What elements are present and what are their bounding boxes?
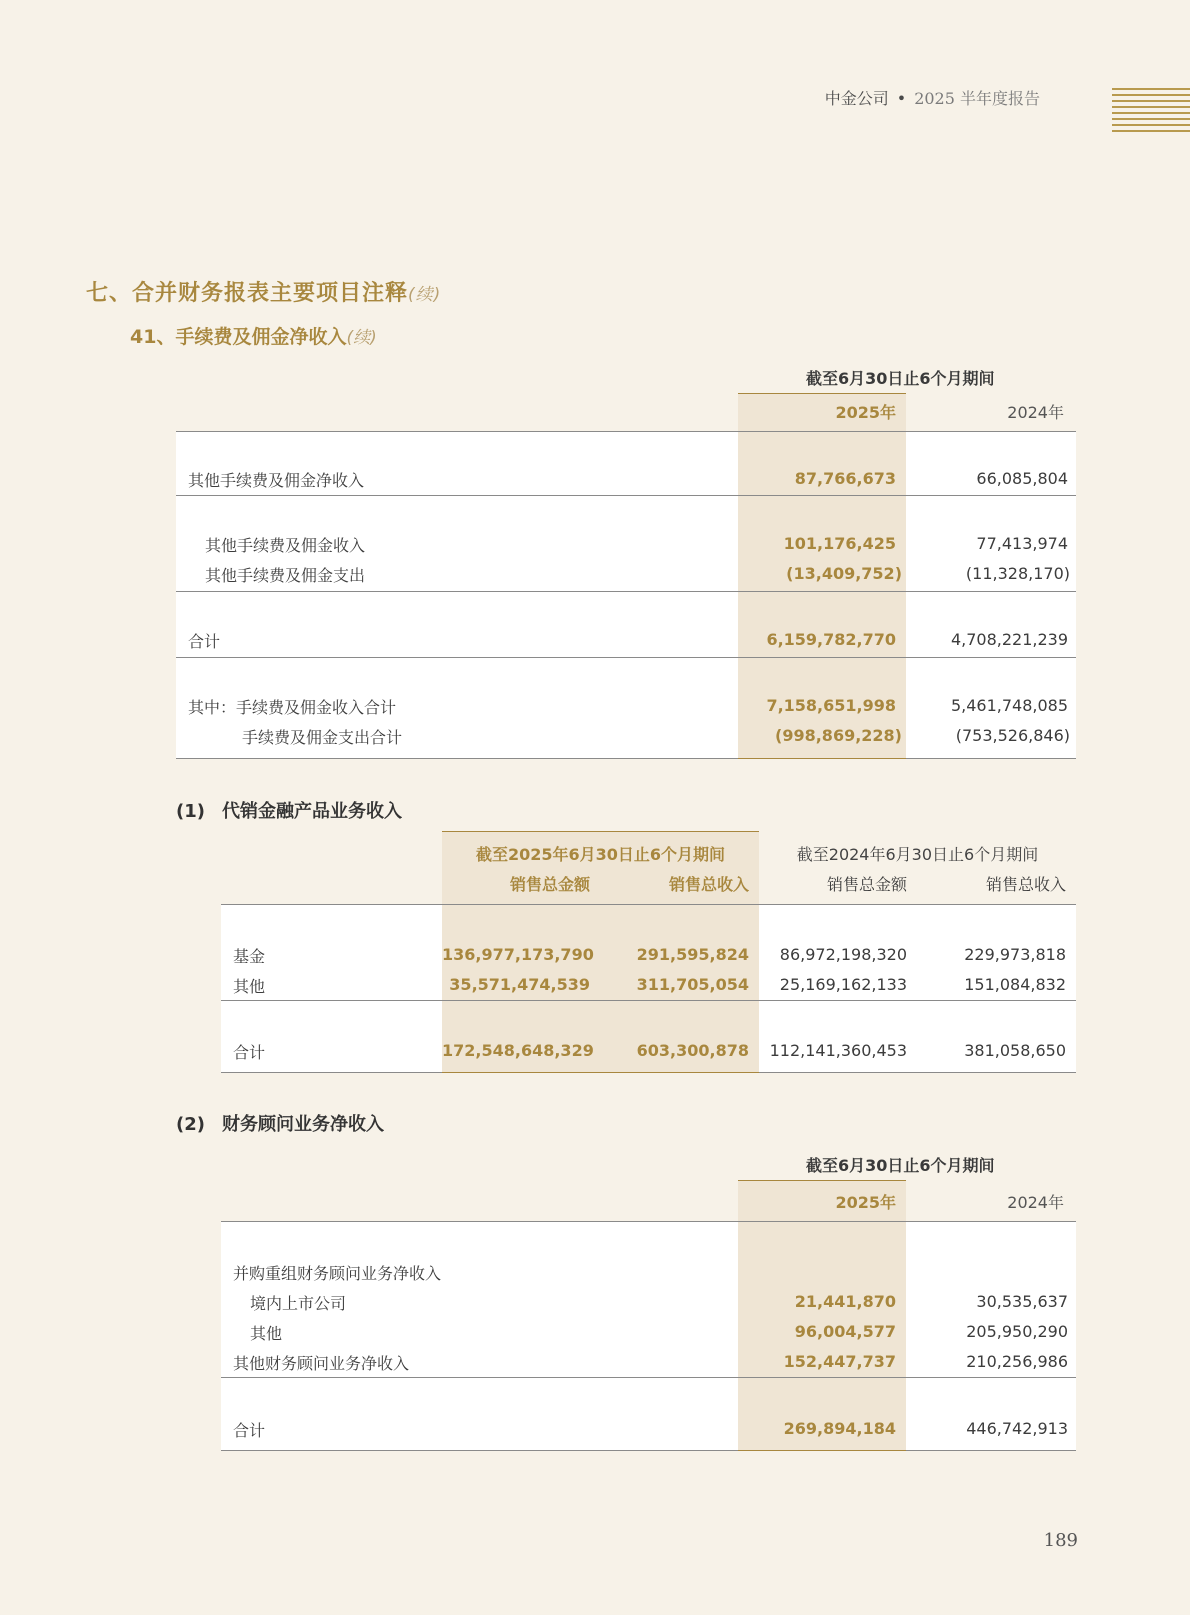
t1-row-v2024: 4,708,221,239 <box>950 630 1068 649</box>
note-title-cont: (续) <box>346 328 377 348</box>
sub2-row-v2025: 269,894,184 <box>783 1419 896 1438</box>
t1-row-v2025: 87,766,673 <box>794 469 896 488</box>
t1-period-header: 截至6月30日止6个月期间 <box>806 369 995 388</box>
sub1-period-2025: 截至2025年6月30日止6个月期间 <box>475 845 726 864</box>
sub1-row-a2024: 112,141,360,453 <box>769 1041 907 1060</box>
header-report: 2025 半年度报告 <box>914 89 1040 108</box>
note-title-text: 41、手续费及佣金净收入 <box>130 326 347 348</box>
sub2-rule <box>221 1377 1076 1378</box>
t1-row-v2025: 7,158,651,998 <box>766 696 896 715</box>
section-title-text: 七、合并财务报表主要项目注释 <box>86 281 409 306</box>
sub2-row-v2024: 210,256,986 <box>966 1352 1068 1371</box>
header-company: 中金公司 <box>824 89 889 108</box>
note-title <box>130 322 377 349</box>
sub1-rule <box>221 1000 1076 1001</box>
sub1-col-amount-2024: 销售总金额 <box>826 875 907 894</box>
t1-row-v2024: 5,461,748,085 <box>950 696 1068 715</box>
t1-row-v2025: (13,409,752) <box>786 564 902 583</box>
sub1-row-i2024: 151,084,832 <box>964 975 1066 994</box>
sub1-title-text: 代销金融产品业务收入 <box>222 801 402 822</box>
sub1-row-a2025: 35,571,474,539 <box>449 975 590 994</box>
t1-row-v2024: (753,526,846) <box>955 726 1070 745</box>
t1-row-v2024: 66,085,804 <box>976 469 1068 488</box>
sub2-row-v2025: 96,004,577 <box>794 1322 896 1341</box>
sub1-title <box>176 797 402 823</box>
sub2-row-v2024: 446,742,913 <box>966 1419 1068 1438</box>
t1-row-label: 其中：手续费及佣金收入合计 <box>188 698 397 717</box>
sub2-row-v2024: 30,535,637 <box>976 1292 1068 1311</box>
t1-row-v2024: 77,413,974 <box>976 534 1068 553</box>
t1-col-2024: 2024年 <box>1007 403 1064 422</box>
section-title-cont: (续) <box>408 285 442 305</box>
sub1-col-income-2024: 销售总收入 <box>985 875 1066 894</box>
page-header <box>825 86 1040 109</box>
sub2-body-bg-left <box>221 1222 738 1450</box>
header-stripes-decoration <box>1112 88 1190 136</box>
t1-row-v2024: (11,328,170) <box>965 564 1070 583</box>
sub1-row-i2025: 291,595,824 <box>636 945 749 964</box>
sub2-col-2024: 2024年 <box>1007 1193 1064 1212</box>
sub1-row-a2024: 25,169,162,133 <box>779 975 907 994</box>
sub2-title-text: 财务顾问业务净收入 <box>222 1114 384 1135</box>
t1-row-label: 其他手续费及佣金支出 <box>205 566 366 585</box>
sub2-row-v2025: 152,447,737 <box>783 1352 896 1371</box>
t1-rule <box>176 591 1076 592</box>
sub2-row-v2024: 205,950,290 <box>966 1322 1068 1341</box>
sub2-rule-bottom <box>221 1450 1076 1451</box>
sub1-col-income-2025: 销售总收入 <box>668 875 749 894</box>
sub2-row-label: 其他 <box>250 1324 283 1343</box>
sub1-rule-top <box>221 904 1076 905</box>
sub1-period-2024: 截至2024年6月30日止6个月期间 <box>796 845 1039 864</box>
t1-row-v2025: 6,159,782,770 <box>766 630 896 649</box>
sub1-row-i2025: 311,705,054 <box>636 975 749 994</box>
sub1-row-label: 基金 <box>233 947 266 966</box>
sub1-number: (1) <box>176 801 205 822</box>
t1-rule-top <box>176 431 1076 432</box>
sub2-rule-top <box>221 1221 1076 1222</box>
sub2-period-header: 截至6月30日止6个月期间 <box>806 1156 995 1175</box>
sub1-row-a2025: 172,548,648,329 <box>442 1041 594 1060</box>
sub2-title <box>176 1110 384 1136</box>
t1-row-label: 手续费及佣金支出合计 <box>242 728 403 747</box>
sub1-row-i2024: 381,058,650 <box>964 1041 1066 1060</box>
t1-rule <box>176 495 1076 496</box>
sub2-row-label: 并购重组财务顾问业务净收入 <box>233 1264 442 1283</box>
sub1-row-label: 合计 <box>233 1043 266 1062</box>
sub2-row-label: 其他财务顾问业务净收入 <box>233 1354 410 1373</box>
t1-row-label: 合计 <box>188 632 221 651</box>
t1-row-v2025: (998,869,228) <box>775 726 902 745</box>
sub2-number: (2) <box>176 1114 205 1135</box>
page-number: 189 <box>1043 1530 1078 1551</box>
sub2-row-label: 合计 <box>233 1421 266 1440</box>
header-separator: • <box>896 89 907 108</box>
sub1-row-a2024: 86,972,198,320 <box>779 945 907 964</box>
t1-row-label: 其他手续费及佣金净收入 <box>188 471 365 490</box>
sub1-row-i2025: 603,300,878 <box>636 1041 749 1060</box>
sub1-row-label: 其他 <box>233 977 266 996</box>
sub1-row-a2025: 136,977,173,790 <box>442 945 594 964</box>
t1-rule-bottom <box>176 758 1076 759</box>
sub2-row-v2025: 21,441,870 <box>794 1292 896 1311</box>
t1-rule-bottom-gold <box>738 758 906 759</box>
sub2-col-2025: 2025年 <box>835 1193 896 1212</box>
sub1-col-amount-2025: 销售总金额 <box>509 875 590 894</box>
sub2-row-label: 境内上市公司 <box>250 1294 347 1313</box>
t1-row-v2025: 101,176,425 <box>783 534 896 553</box>
t1-col-2025: 2025年 <box>835 403 896 422</box>
section-title <box>86 276 441 307</box>
t1-row-label: 其他手续费及佣金收入 <box>205 536 366 555</box>
sub1-row-i2024: 229,973,818 <box>964 945 1066 964</box>
sub2-rule-bottom-gold <box>738 1450 906 1451</box>
sub1-rule-bottom-gold <box>442 1072 759 1073</box>
t1-rule <box>176 657 1076 658</box>
